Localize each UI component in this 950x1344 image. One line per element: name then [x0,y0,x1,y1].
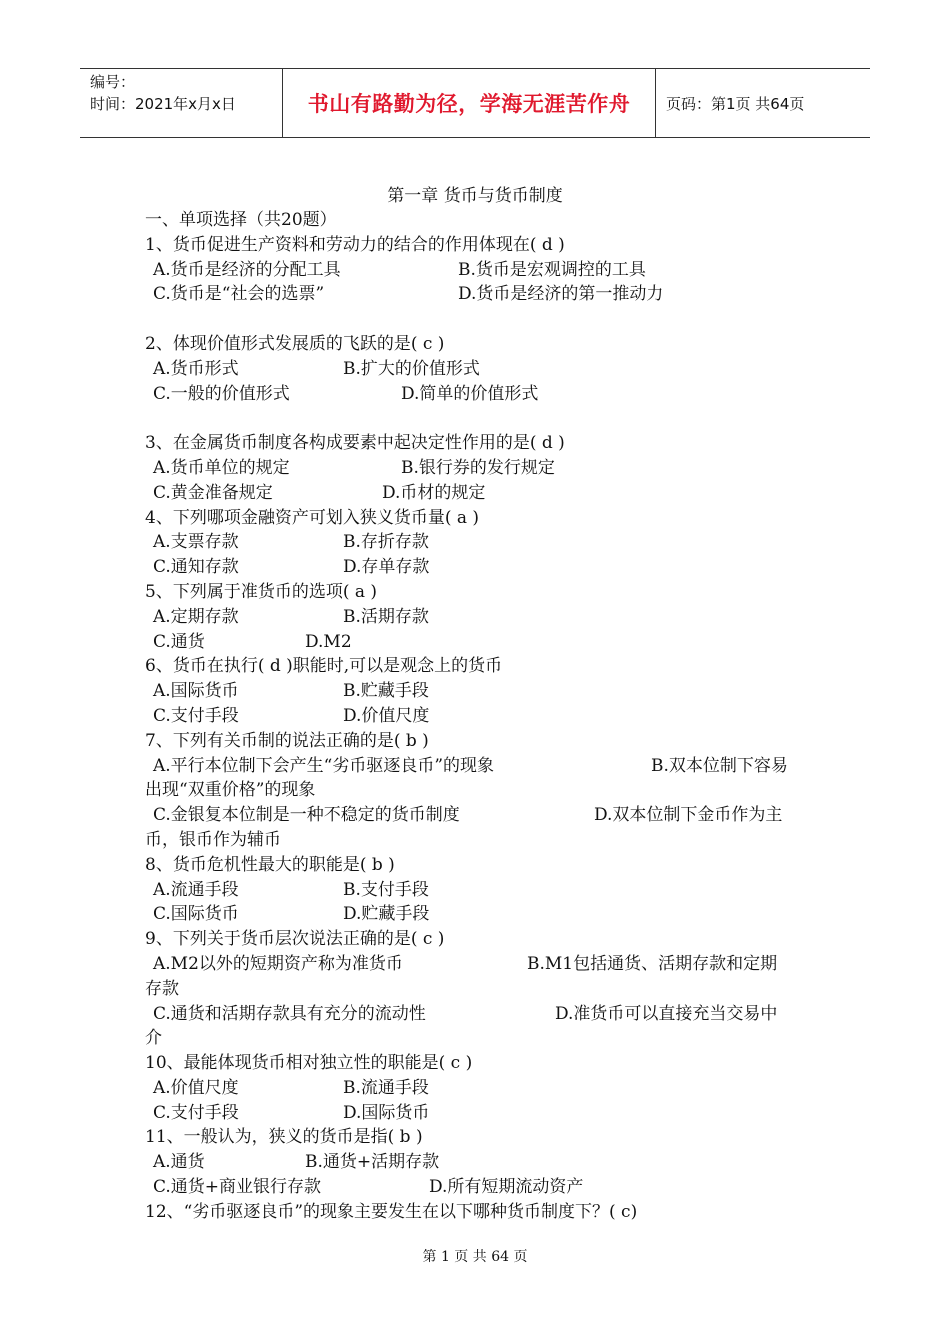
option-d: D.M2 [305,631,352,652]
option-d: D.存单存款 [343,557,430,578]
option-continuation: 存款 [145,978,179,999]
question-text: 7、下列有关币制的说法正确的是( b ) [145,730,429,751]
option-d: D.贮藏手段 [343,904,430,925]
document-body [145,208,810,1225]
option-continuation: 币，银币作为辅币 [145,829,281,850]
option-d: D.国际货币 [343,1102,430,1123]
option-c: C.支付手段 [153,705,239,726]
question-text: 10、最能体现货币相对独立性的职能是( c ) [145,1053,473,1074]
option-row [145,754,810,779]
question-text: 1、货币促进生产资料和劳动力的结合的作用体现在( d ) [145,234,565,255]
option-row [145,704,810,729]
time-label: 时间：2021年x月x日 [90,95,236,113]
option-a: A.平行本位制下会产生“劣币驱逐良币”的现象 [153,755,495,776]
option-continuation: 出现“双重价格”的现象 [145,780,316,801]
option-a: A.流通手段 [153,879,239,900]
question-text: 3、在金属货币制度各构成要素中起决定性作用的是( d ) [145,433,565,454]
option-a: A.M2以外的短期资产称为准货币 [153,953,403,974]
question-text: 11、一般认为，狭义的货币是指( b ) [145,1127,423,1148]
option-c: C.黄金准备规定 [153,482,273,503]
option-b: B.流通手段 [343,1077,429,1098]
option-row [145,282,810,307]
option-d: D.货币是经济的第一推动力 [458,284,664,305]
option-row [145,1002,810,1027]
option-d: D.所有短期流动资产 [429,1177,584,1198]
option-b: B.货币是宏观调控的工具 [458,259,646,280]
header-motto: 书山有路勤为径，学海无涯苦作舟 [282,69,656,137]
page-footer: 第 1 页 共 64 页 [422,1249,528,1265]
option-row [145,803,810,828]
chapter-title: 第一章 货币与货币制度 [387,186,563,206]
option-a: A.货币是经济的分配工具 [153,259,341,280]
option-row [145,1150,810,1175]
option-row [145,630,810,655]
option-d: D.准货币可以直接充当交易中 [555,1003,778,1024]
option-c: C.通货+商业银行存款 [153,1177,322,1198]
option-d: D.币材的规定 [382,482,486,503]
question-text: 2、体现价值形式发展质的飞跃的是( c ) [145,333,445,354]
option-b: B.存折存款 [343,532,429,553]
option-c: C.货币是“社会的选票” [153,284,325,305]
question-text: 9、下列关于货币层次说法正确的是( c ) [145,929,445,950]
option-row [145,456,810,481]
option-a: A.国际货币 [153,681,239,702]
option-c: C.国际货币 [153,904,239,925]
option-c: C.支付手段 [153,1102,239,1123]
header-meta [80,69,282,137]
option-row [145,555,810,580]
question-text: 8、货币危机性最大的职能是( b ) [145,854,395,875]
option-row [145,530,810,555]
option-b: B.双本位制下容易 [651,755,788,776]
option-b: B.活期存款 [343,606,429,627]
option-row [145,605,810,630]
option-row [145,1076,810,1101]
code-label: 编号： [90,73,136,91]
option-b: B.银行券的发行规定 [401,457,555,478]
option-a: A.货币单位的规定 [153,457,290,478]
option-a: A.定期存款 [153,606,239,627]
option-b: B.M1包括通货、活期存款和定期 [527,953,778,974]
option-row [145,878,810,903]
option-row [145,679,810,704]
section-title: 一、单项选择（共20题） [145,210,337,230]
option-d: D.简单的价值形式 [401,383,539,404]
option-a: A.价值尺度 [153,1077,239,1098]
option-b: B.扩大的价值形式 [343,358,480,379]
option-row [145,382,810,407]
question-text: 5、下列属于准货币的选项( a ) [145,581,378,602]
option-c: C.金银复本位制是一种不稳定的货币制度 [153,805,460,826]
option-b: B.支付手段 [343,879,429,900]
option-b: B.贮藏手段 [343,681,429,702]
page-header [80,68,870,138]
option-row [145,357,810,382]
option-a: A.货币形式 [153,358,239,379]
blank-line [145,307,810,332]
question-text: 12、“劣币驱逐良币”的现象主要发生在以下哪种货币制度下？( c) [145,1201,638,1222]
option-continuation: 介 [145,1028,162,1049]
option-a: A.通货 [153,1152,205,1173]
option-c: C.通货 [153,631,205,652]
option-row [145,258,810,283]
option-d: D.价值尺度 [343,705,430,726]
option-row [145,481,810,506]
option-row [145,1101,810,1126]
question-text: 4、下列哪项金融资产可划入狭义货币量( a ) [145,507,480,528]
blank-line [145,406,810,431]
header-page-info: 页码：第1页 共64页 [666,94,805,113]
option-c: C.通知存款 [153,557,239,578]
option-c: C.一般的价值形式 [153,383,290,404]
option-row [145,902,810,927]
option-c: C.通货和活期存款具有充分的流动性 [153,1003,426,1024]
question-text: 6、货币在执行( d )职能时,可以是观念上的货币 [145,656,503,677]
option-d: D.双本位制下金币作为主 [594,805,783,826]
option-row [145,952,810,977]
option-a: A.支票存款 [153,532,239,553]
option-b: B.通货+活期存款 [305,1152,440,1173]
option-row [145,1175,810,1200]
